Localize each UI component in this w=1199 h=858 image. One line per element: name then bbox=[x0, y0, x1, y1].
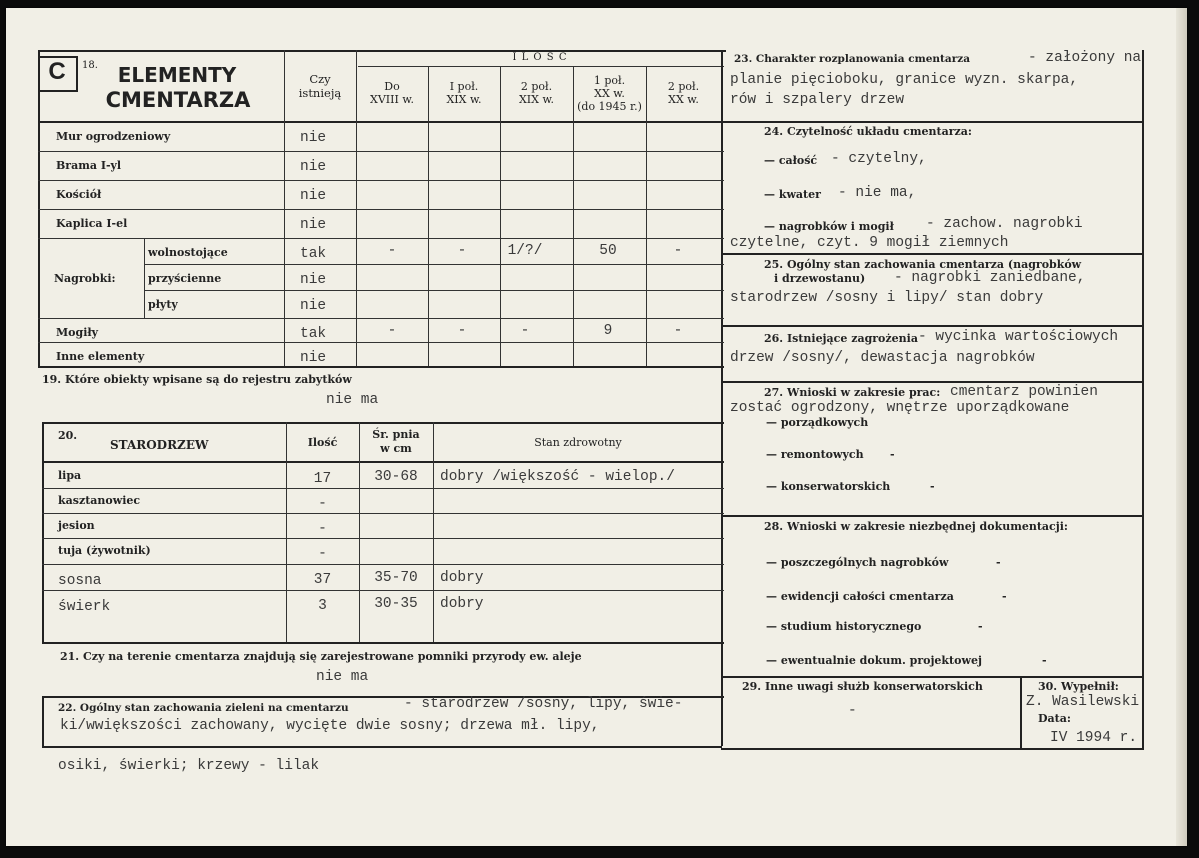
q30-date-label: Data: bbox=[1038, 712, 1071, 725]
q23-line-2: planie pięcioboku, granice wyzn. skarpa, bbox=[730, 72, 1079, 88]
q24-label: 24. Czytelność układu cmentarza: bbox=[764, 125, 972, 138]
row-divider bbox=[38, 318, 724, 319]
element-label: Kościół bbox=[56, 188, 102, 201]
element-count: - bbox=[673, 243, 683, 259]
period-header bbox=[356, 80, 428, 106]
section-letter: C bbox=[48, 58, 66, 85]
tree-row-divider bbox=[42, 513, 724, 514]
q24-plots-label: — kwater bbox=[764, 188, 821, 201]
q30-name: Z. Wasilewski bbox=[1026, 694, 1140, 710]
tree-name: świerk bbox=[58, 599, 111, 615]
element-exists: nie bbox=[300, 350, 327, 366]
q22-line-3: osiki, świerki; krzewy - lilak bbox=[58, 758, 320, 774]
row-divider bbox=[38, 238, 724, 239]
element-count: - bbox=[387, 243, 397, 259]
element-count: - bbox=[457, 323, 467, 339]
tree-name: jesion bbox=[58, 519, 95, 532]
q24-graves-label: — nagrobków i mogił bbox=[764, 220, 894, 233]
row-divider bbox=[38, 180, 724, 181]
q25-value-1: - nagrobki zaniedbane, bbox=[894, 270, 1086, 286]
tree-health: dobry bbox=[440, 596, 484, 612]
q24-plots-value: - nie ma, bbox=[838, 185, 917, 201]
q27-value-1: cmentarz powinien bbox=[950, 384, 1098, 400]
q28-item-value: - bbox=[978, 620, 983, 633]
element-label: Mur ogrodzeniowy bbox=[56, 130, 171, 143]
q22-line-1: - starodrzew /sosny, lipy, świe- bbox=[404, 696, 683, 712]
q28-label: 28. Wnioski w zakresie niezbędnej dokumentacji: bbox=[764, 520, 1068, 533]
tree-row-divider bbox=[42, 488, 724, 489]
q28-item-label: — poszczególnych nagrobków bbox=[766, 556, 949, 569]
q28-item-value: - bbox=[1042, 654, 1047, 667]
q24-graves-value-2: czytelne, czyt. 9 mogił ziemnych bbox=[730, 235, 1009, 251]
q27-item-label: — remontowych bbox=[766, 448, 864, 461]
element-count: 9 bbox=[603, 323, 613, 339]
nagrobki-label: Nagrobki: bbox=[54, 272, 116, 285]
tree-row-divider bbox=[42, 590, 724, 591]
q26-value-1: - wycinka wartościowych bbox=[918, 329, 1119, 345]
q29-value: - bbox=[848, 703, 857, 719]
period-header-line: 2 poł. bbox=[667, 80, 700, 93]
element-label: płyty bbox=[148, 298, 178, 311]
element-label: wolnostojące bbox=[148, 246, 228, 259]
element-count: - bbox=[520, 323, 530, 339]
section-number: 18. bbox=[82, 60, 98, 71]
element-count: - bbox=[673, 323, 683, 339]
q26-value-2: drzew /sosny/, dewastacja nagrobków bbox=[730, 350, 1035, 366]
period-header bbox=[428, 80, 500, 106]
tree-name: sosna bbox=[58, 573, 102, 589]
period-header-line: 2 poł. bbox=[520, 80, 553, 93]
element-exists: nie bbox=[300, 159, 327, 175]
period-header bbox=[646, 80, 721, 106]
period-header-line: I poł. bbox=[449, 80, 479, 93]
period-header-line: XX w. bbox=[668, 93, 699, 106]
q27-label: 27. Wnioski w zakresie prac: bbox=[764, 386, 941, 399]
col-ilosc-header: I L O Ś C bbox=[512, 52, 568, 63]
tree-row-divider bbox=[42, 538, 724, 539]
element-count: - bbox=[457, 243, 467, 259]
period-header-line: XIX w. bbox=[446, 93, 482, 106]
row-divider bbox=[38, 209, 724, 210]
period-header-line: XX w. bbox=[594, 87, 625, 100]
q30-date: IV 1994 r. bbox=[1050, 730, 1138, 746]
tree-count: - bbox=[318, 546, 327, 562]
tree-count: - bbox=[318, 496, 327, 512]
tree-diameter: 30-35 bbox=[374, 596, 418, 612]
row-divider bbox=[144, 264, 724, 265]
tree-health: dobry /większość - wielop./ bbox=[440, 469, 675, 485]
q21-answer: nie ma bbox=[316, 669, 369, 685]
q28-item-value: - bbox=[996, 556, 1001, 569]
trees-health-header: Stan zdrowotny bbox=[534, 436, 622, 449]
q28-item-label: — ewidencji całości cmentarza bbox=[766, 590, 954, 603]
q21-label: 21. Czy na terenie cmentarza znajdują się zarejestrowane pomniki przyrody ew. aleje bbox=[60, 650, 582, 663]
tree-name: tuja (żywotnik) bbox=[58, 544, 151, 557]
element-exists: tak bbox=[300, 326, 327, 342]
q25-label-1: 25. Ogólny stan zachowania cmentarza (nagrobków bbox=[764, 258, 1082, 271]
q27-item-value: - bbox=[890, 448, 895, 461]
card-edge bbox=[1176, 8, 1187, 846]
period-header-line: 1 poł. bbox=[593, 74, 626, 87]
row-divider bbox=[38, 151, 724, 152]
element-label: Mogiły bbox=[56, 326, 99, 339]
q27-value-2: zostać ogrodzony, wnętrze uporządkowane bbox=[730, 400, 1070, 416]
q24-whole-label: — całość bbox=[764, 154, 818, 167]
row-divider bbox=[144, 290, 724, 291]
q30-label: 30. Wypełnił: bbox=[1038, 680, 1119, 693]
trees-number: 20. bbox=[58, 429, 78, 442]
title-line-2: CMENTARZA bbox=[105, 88, 251, 112]
title-line-1: ELEMENTY bbox=[117, 63, 237, 87]
element-exists: nie bbox=[300, 298, 327, 314]
element-label: Brama I-yl bbox=[56, 159, 122, 172]
tree-diameter: 35-70 bbox=[374, 570, 418, 586]
q19-label: 19. Które obiekty wpisane są do rejestru zabytków bbox=[42, 373, 352, 386]
element-exists: nie bbox=[300, 272, 327, 288]
q25-label-2: i drzewostanu) bbox=[774, 272, 866, 285]
period-header-line: XVIII w. bbox=[370, 93, 414, 106]
element-exists: nie bbox=[300, 217, 327, 233]
q28-item-value: - bbox=[1002, 590, 1007, 603]
tree-count: 37 bbox=[313, 572, 332, 588]
q24-whole-value: - czytelny, bbox=[831, 151, 927, 167]
row-divider bbox=[38, 342, 724, 343]
period-header bbox=[500, 80, 573, 106]
trees-diam-header: Śr. pnia w cm bbox=[372, 428, 420, 455]
q27-item-label: — porządkowych bbox=[766, 416, 869, 429]
q27-item-value: - bbox=[930, 480, 935, 493]
col-exists-header: Czy istnieją bbox=[298, 72, 342, 100]
tree-count: - bbox=[318, 521, 327, 537]
q24-graves-value: - zachow. nagrobki bbox=[926, 216, 1083, 232]
trees-count-header: Ilość bbox=[307, 436, 338, 449]
period-header bbox=[573, 74, 646, 113]
period-header-line: Do bbox=[384, 80, 400, 93]
q27-item-label: — konserwatorskich bbox=[766, 480, 891, 493]
tree-diameter: 30-68 bbox=[374, 469, 418, 485]
q23-line-3: rów i szpalery drzew bbox=[730, 92, 905, 108]
q28-item-label: — studium historycznego bbox=[766, 620, 922, 633]
tree-row-divider bbox=[42, 564, 724, 565]
tree-health: dobry bbox=[440, 570, 484, 586]
period-header-line: XIX w. bbox=[518, 93, 555, 106]
q25-value-2: starodrzew /sosny i lipy/ stan dobry bbox=[730, 290, 1044, 306]
tree-count: 3 bbox=[318, 598, 327, 614]
q26-label: 26. Istniejące zagrożenia bbox=[764, 332, 918, 345]
tree-count: 17 bbox=[313, 471, 332, 487]
q23-label: 23. Charakter rozplanowania cmentarza bbox=[734, 53, 971, 65]
q19-answer: nie ma bbox=[326, 392, 379, 408]
inventory-card bbox=[6, 8, 1187, 846]
element-count: 1/?/ bbox=[507, 243, 543, 259]
q22-label: 22. Ogólny stan zachowania zieleni na cmentarzu bbox=[58, 702, 349, 714]
tree-name: lipa bbox=[58, 469, 82, 482]
element-exists: nie bbox=[300, 188, 327, 204]
element-label: Inne elementy bbox=[56, 350, 145, 363]
q23-line-1: - założony na bbox=[1028, 50, 1142, 66]
q29-label: 29. Inne uwagi służb konserwatorskich bbox=[742, 680, 983, 693]
element-label: przyścienne bbox=[148, 272, 222, 285]
period-header-line: (do 1945 r.) bbox=[577, 100, 642, 113]
element-count: 50 bbox=[599, 243, 617, 259]
q22-line-2: ki/wwiększości zachowany, wycięte dwie sosny; drzewa mł. lipy, bbox=[60, 718, 600, 734]
trees-title: STARODRZEW bbox=[110, 438, 209, 452]
tree-name: kasztanowiec bbox=[58, 494, 141, 507]
element-exists: tak bbox=[300, 246, 327, 262]
q28-item-label: — ewentualnie dokum. projektowej bbox=[766, 654, 982, 667]
element-label: Kaplica I-el bbox=[56, 217, 128, 230]
element-exists: nie bbox=[300, 130, 327, 146]
element-count: - bbox=[387, 323, 397, 339]
